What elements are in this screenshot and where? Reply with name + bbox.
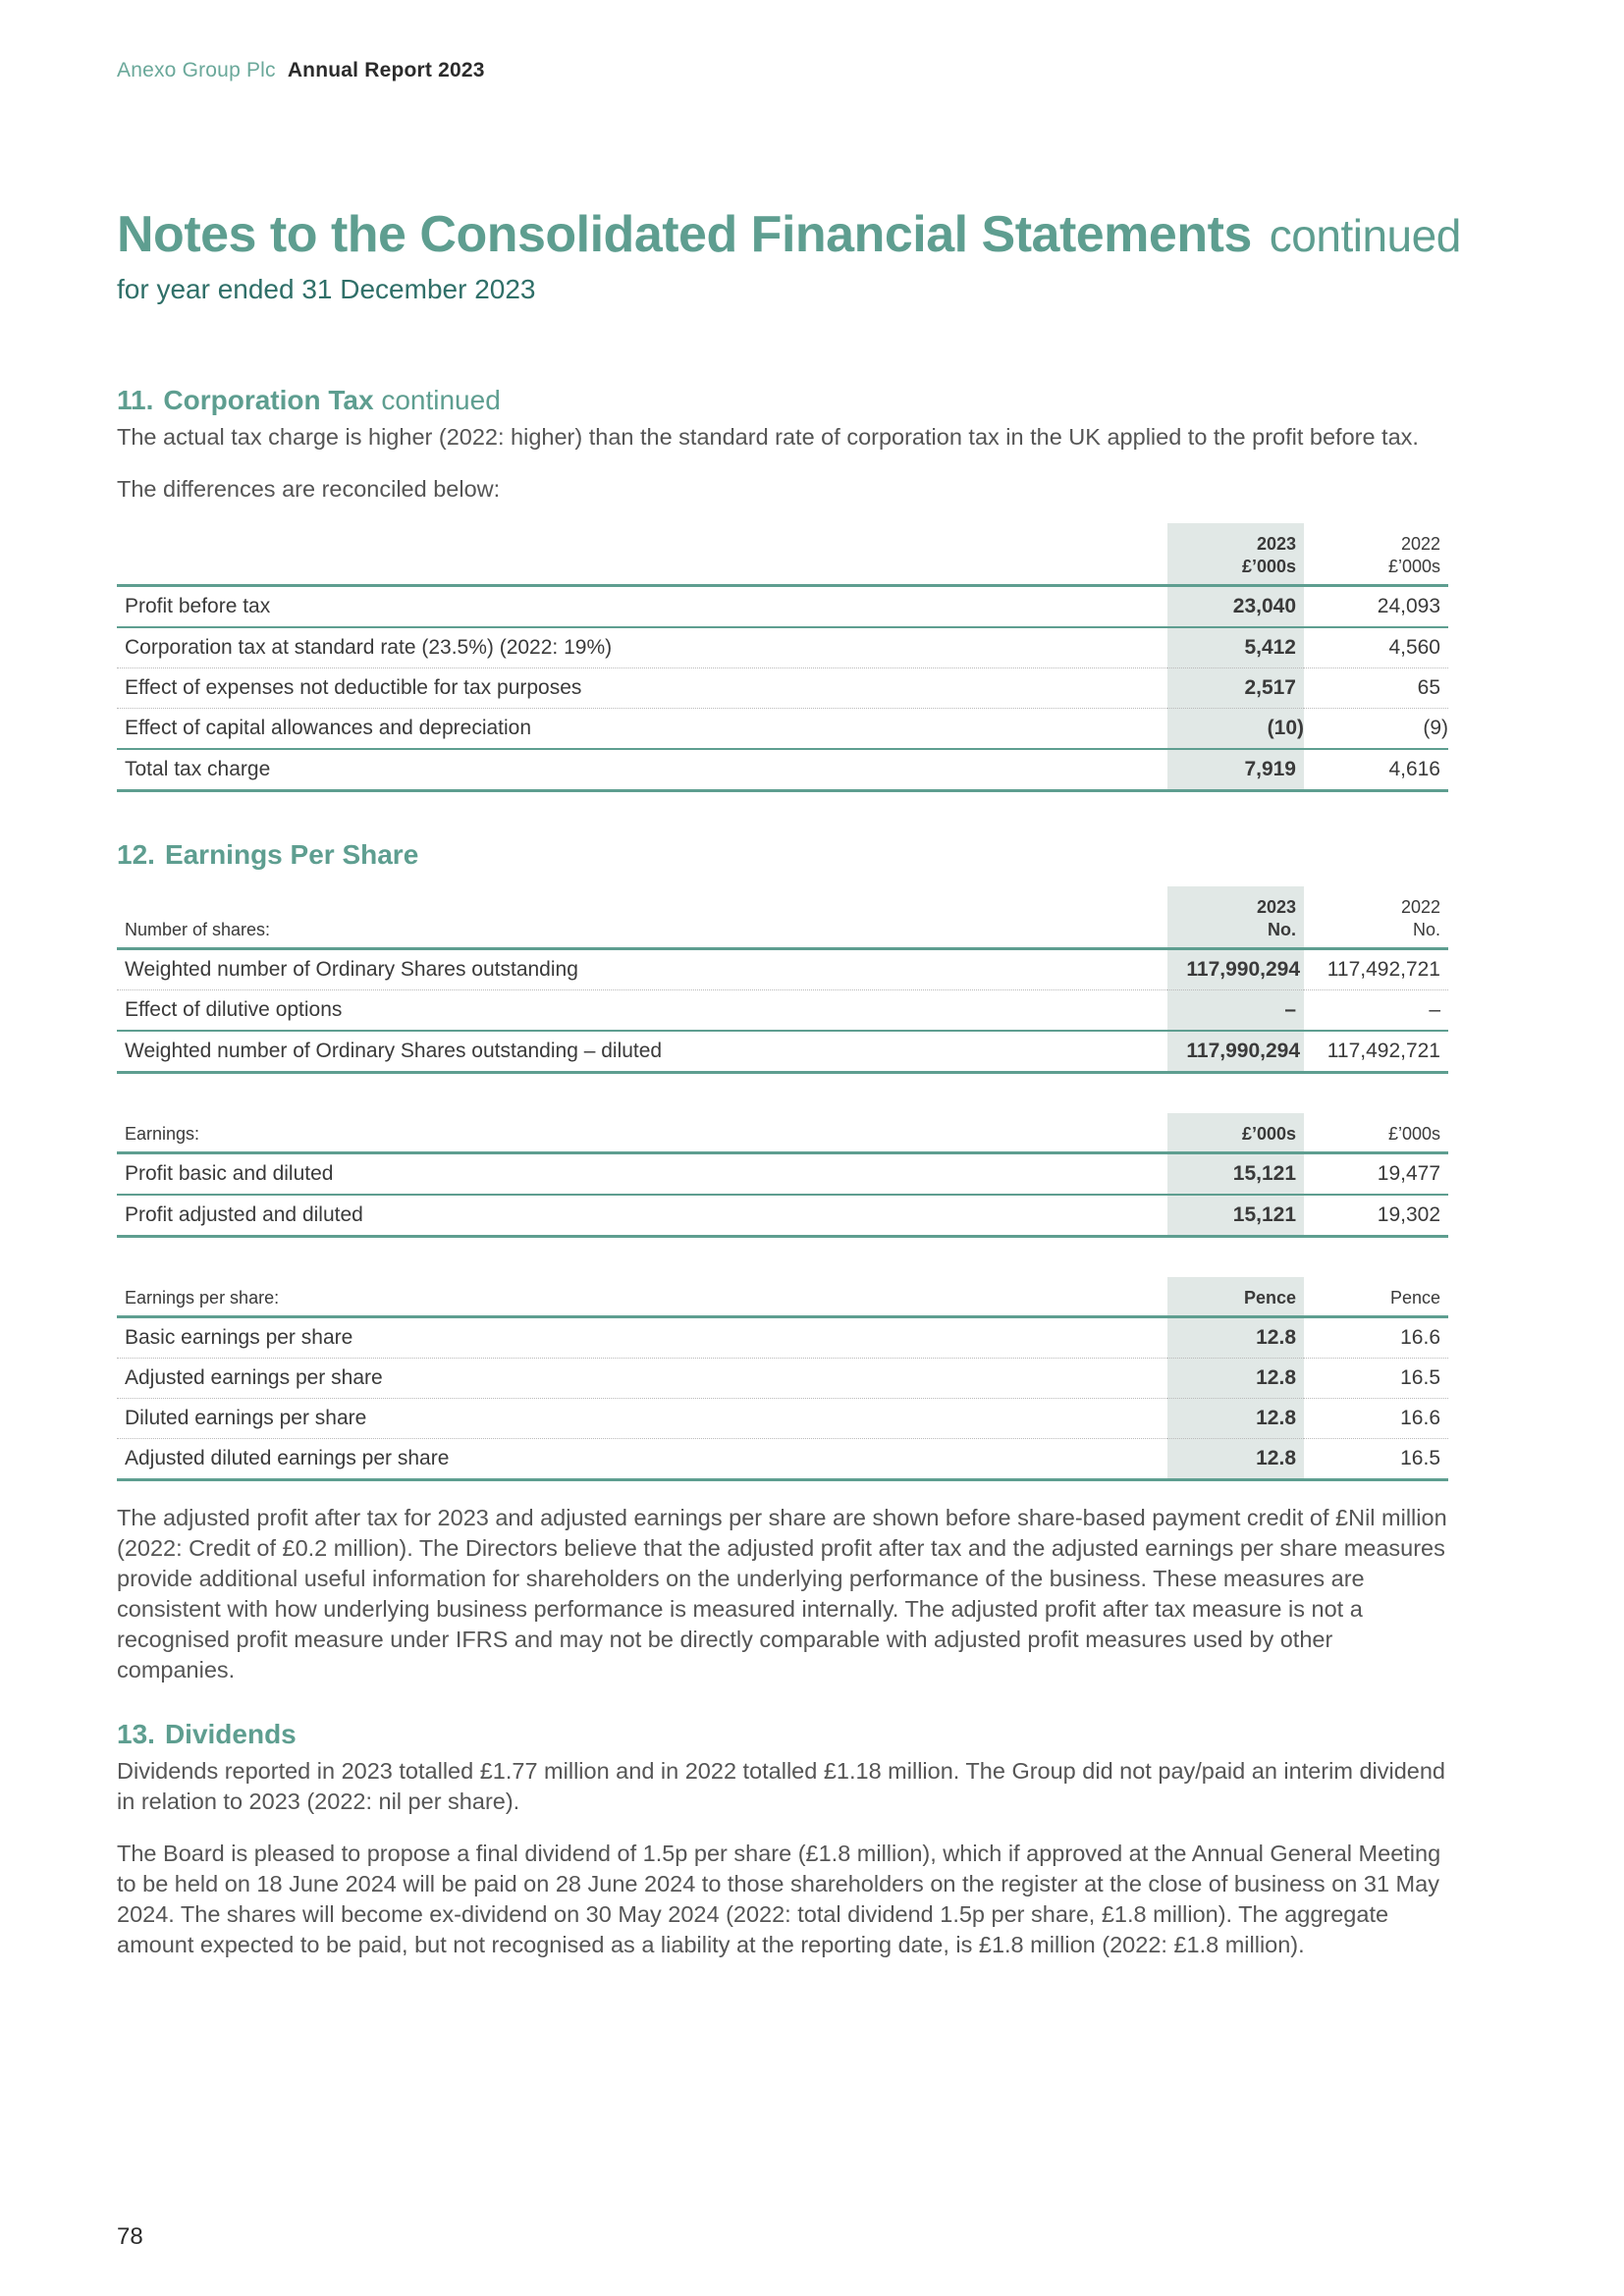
table-row (117, 709, 1448, 750)
content (117, 381, 1448, 1960)
row-label: Adjusted diluted earnings per share (125, 1447, 450, 1469)
earnings-table (117, 1113, 1448, 1238)
row-label: Effect of dilutive options (125, 998, 343, 1021)
section-11-heading (117, 381, 1448, 420)
table-header-row (117, 1277, 1448, 1317)
section-number: 11. (117, 385, 154, 415)
section-title: Dividends (164, 1719, 297, 1749)
page-title-main: Notes to the Consolidated Financial Statements (117, 206, 1252, 263)
header-2022: Pence (1389, 1288, 1440, 1308)
value-2022: 16.6 (1400, 1326, 1440, 1349)
shares-table (117, 886, 1448, 1074)
table-row (117, 1195, 1448, 1237)
value-2022: 117,492,721 (1326, 958, 1440, 981)
table-caption: Earnings per share: (125, 1288, 280, 1308)
header-2023: £’000s (1167, 1113, 1304, 1153)
header-2022: £’000s (1387, 1124, 1440, 1144)
title-block (117, 202, 1461, 309)
value-2022: – (1429, 998, 1440, 1021)
value-2022: 65 (1417, 676, 1440, 699)
table-header-row (117, 1113, 1448, 1153)
value-2023: – (1167, 990, 1304, 1032)
table-row (117, 586, 1448, 628)
page-number: 78 (117, 2223, 143, 2250)
value-2023: 117,990,294 (1167, 1031, 1304, 1073)
value-2022: 16.5 (1400, 1447, 1440, 1469)
section-continued: continued (381, 385, 501, 415)
value-2022: (9) (1423, 717, 1448, 739)
value-2022: 16.5 (1400, 1366, 1440, 1389)
value-2023: 15,121 (1167, 1153, 1304, 1196)
page-title-continued: continued (1269, 210, 1461, 261)
row-label: Profit basic and diluted (125, 1162, 334, 1185)
table-row (117, 668, 1448, 709)
value-2023: 5,412 (1167, 627, 1304, 668)
value-2023: 12.8 (1167, 1317, 1304, 1359)
row-label: Corporation tax at standard rate (23.5%) (2022: 19%) (125, 636, 613, 659)
running-header (117, 59, 485, 82)
value-2022: 4,560 (1388, 636, 1440, 659)
table-row (117, 1359, 1448, 1399)
company-name: Anexo Group Plc (117, 59, 276, 81)
row-label: Profit before tax (125, 595, 271, 617)
eps-table (117, 1277, 1448, 1481)
header-2022: 2022 No. (1400, 897, 1440, 939)
tax-reconciliation-table (117, 523, 1448, 792)
row-label: Effect of expenses not deductible for tax purposes (125, 676, 582, 699)
row-label: Total tax charge (125, 758, 271, 780)
table-row (117, 1439, 1448, 1480)
section-13-paragraph-2: The Board is pleased to propose a final dividend of 1.5p per share (£1.8 million), which if approved at the Annual General Meeting to be held on 18 June 2024 will be paid on 28 June 2024 to those shareholders on the register at the close of business on 31 May 2024. The shares will become ex-dividend on 30 May 2024 (2022: total dividend 1.5p per share, £1.8 million). The aggregate amount expected to be paid, but not recognised as a liability at the reporting date, is £1.8 million (2022: £1.8 million). (117, 1841, 1441, 1957)
row-label: Diluted earnings per share (125, 1407, 367, 1429)
value-2022: 4,616 (1388, 758, 1440, 780)
table-row (117, 627, 1448, 668)
section-11-paragraph-1: The actual tax charge is higher (2022: higher) than the standard rate of corporation tax in the UK applied to the profit before tax. (117, 424, 1419, 450)
table-row (117, 1031, 1448, 1073)
table-row (117, 1153, 1448, 1196)
value-2022: 19,477 (1377, 1162, 1440, 1185)
row-label: Adjusted earnings per share (125, 1366, 383, 1389)
value-2023: 12.8 (1167, 1439, 1304, 1480)
header-2022: 2022 £’000s (1387, 534, 1440, 576)
section-12-note: The adjusted profit after tax for 2023 and adjusted earnings per share are shown before share-based payment credit of £Nil million (2022: Credit of £0.2 million). The Directors believe that the adjusted profit after tax and the adjusted earnings per share measures provide additional useful information for shareholders on the underlying performance of the business. These measures are consistent with how underlying business performance is measured internally. The adjusted profit after tax measure is not a recognised profit measure under IFRS and may not be directly comparable with adjusted profit measures used by other companies. (117, 1505, 1447, 1682)
header-2023: 2023 £’000s (1167, 523, 1304, 586)
value-2023: 2,517 (1167, 668, 1304, 709)
table-row (117, 1399, 1448, 1439)
section-number: 12. (117, 839, 155, 870)
value-2023: 117,990,294 (1167, 949, 1304, 990)
row-label: Weighted number of Ordinary Shares outstanding (125, 958, 578, 981)
row-label: Weighted number of Ordinary Shares outstanding – diluted (125, 1040, 663, 1062)
table-header-row (117, 886, 1448, 949)
value-2023: 23,040 (1167, 586, 1304, 628)
value-2022: 16.6 (1400, 1407, 1440, 1429)
table-row-total (117, 749, 1448, 791)
table-caption: Earnings: (125, 1124, 200, 1144)
value-2023: 12.8 (1167, 1399, 1304, 1439)
row-label: Effect of capital allowances and depreciation (125, 717, 532, 739)
page-subtitle: for year ended 31 December 2023 (117, 274, 536, 304)
section-13-heading (117, 1715, 1448, 1754)
section-title: Corporation Tax (163, 385, 374, 415)
table-header-row (117, 523, 1448, 586)
section-number: 13. (117, 1719, 155, 1749)
section-13-paragraph-1: Dividends reported in 2023 totalled £1.77 million and in 2022 totalled £1.18 million. The Group did not pay/paid an interim dividend in relation to 2023 (2022: nil per share). (117, 1758, 1445, 1814)
value-2023: 12.8 (1167, 1359, 1304, 1399)
row-label: Profit adjusted and diluted (125, 1203, 363, 1226)
report-name: Annual Report 2023 (287, 59, 485, 81)
header-2023: Pence (1167, 1277, 1304, 1317)
value-2022: 24,093 (1377, 595, 1440, 617)
value-2023: 15,121 (1167, 1195, 1304, 1237)
section-12-heading (117, 835, 1448, 875)
table-row (117, 949, 1448, 990)
value-2023: (10) (1167, 709, 1304, 750)
page-title (117, 202, 1461, 268)
value-2022: 19,302 (1377, 1203, 1440, 1226)
table-row (117, 990, 1448, 1032)
row-label: Basic earnings per share (125, 1326, 353, 1349)
section-11-paragraph-2: The differences are reconciled below: (117, 476, 501, 502)
header-label-cell (117, 523, 1167, 586)
section-title: Earnings Per Share (164, 839, 419, 870)
header-2023: 2023 No. (1167, 886, 1304, 949)
value-2023: 7,919 (1167, 749, 1304, 791)
value-2022: 117,492,721 (1326, 1040, 1440, 1062)
table-row (117, 1317, 1448, 1359)
table-caption: Number of shares: (125, 920, 271, 939)
